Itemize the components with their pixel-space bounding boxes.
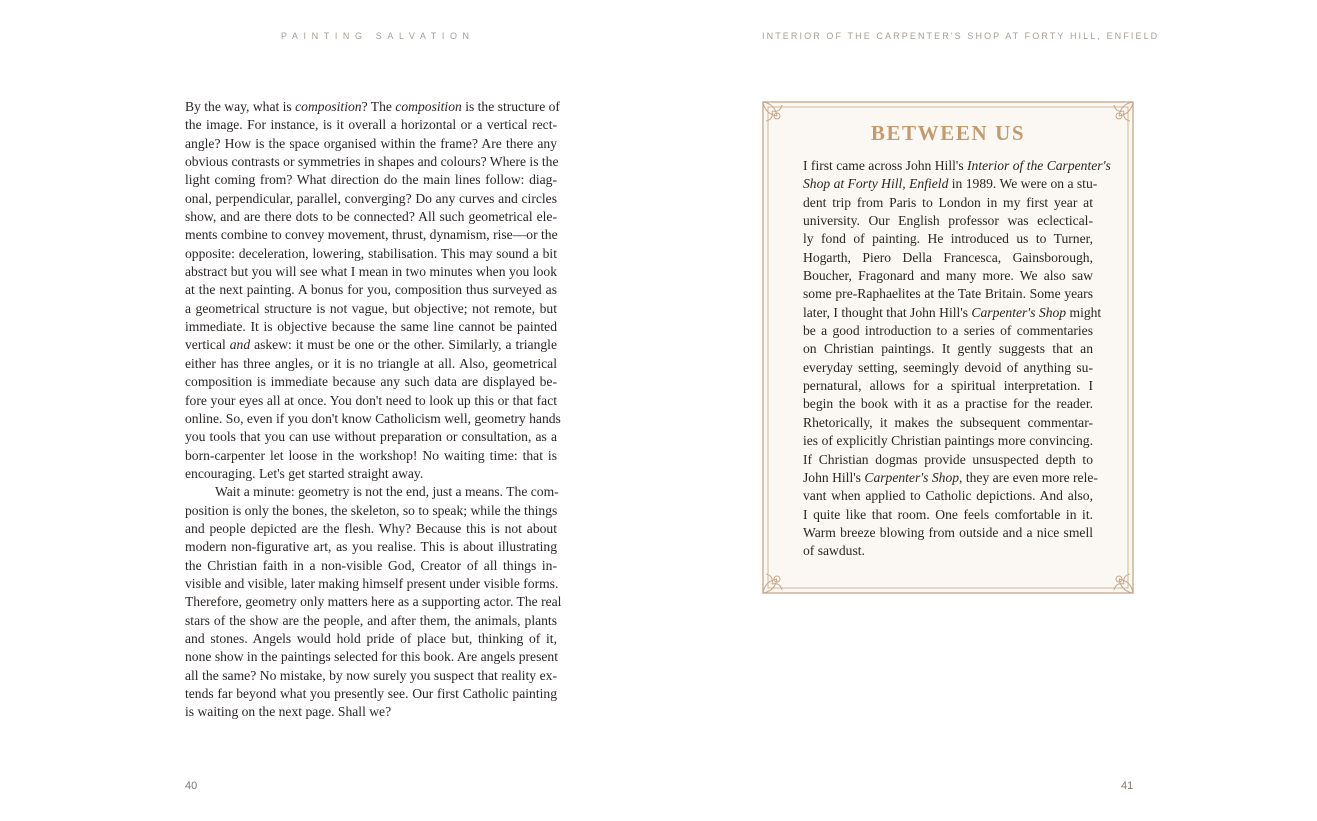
text-line [185, 300, 557, 318]
italic-run: Carpenter's Shop [864, 469, 960, 485]
text-line [803, 432, 1093, 450]
text-line [185, 612, 557, 630]
text-run: abstract but you will see what I mean in two minutes when you look [185, 264, 557, 280]
text-run: I quite like that room. One feels comfortable in it. [803, 506, 1093, 522]
text-line [185, 116, 557, 134]
text-run: ies of explicitly Christian paintings more convincing. [803, 433, 1093, 449]
text-run: obvious contrasts or symmetries in shapes and colours? Where is the [185, 154, 559, 170]
text-line [803, 377, 1093, 395]
text-line [185, 520, 557, 538]
box-title: BETWEEN US [870, 121, 1026, 145]
text-line [803, 230, 1093, 248]
running-head-left: PAINTING SALVATION [281, 31, 475, 41]
text-line [803, 414, 1093, 432]
text-line [803, 469, 1098, 487]
corner-ornament-icon [763, 574, 782, 593]
text-line [185, 538, 557, 556]
text-run: I first came across John Hill's [803, 158, 968, 173]
text-line [185, 171, 557, 189]
text-run: show, and are there dots to be connected? All such geometrical ele- [185, 209, 557, 225]
text-line [185, 502, 557, 520]
text-line [803, 175, 1098, 193]
text-run: Rhetorically, it makes the subsequent commentar- [803, 414, 1093, 430]
text-run: ly fond of painting. He introduced us to Turner, [803, 231, 1093, 247]
text-run: in 1989. We were on a stu- [948, 176, 1098, 192]
text-run: vant when applied to Catholic depictions. And also, [803, 488, 1093, 504]
text-run: Wait a minute: geometry is not the end, just a means. The com- [215, 484, 559, 500]
text-run: Boucher, Fragonard and many more. We also saw [803, 268, 1093, 284]
text-run: visible and visible, later making himself present under visible forms. [185, 575, 559, 591]
text-line [185, 336, 557, 354]
text-line [803, 524, 1093, 542]
text-run: begin the book with it as a practise for the reader. [803, 396, 1093, 412]
text-line [185, 135, 557, 153]
text-line [803, 322, 1093, 340]
text-run: John Hill's [803, 469, 865, 485]
text-run: on Christian paintings. It gently suggests that an [803, 341, 1093, 357]
text-line [803, 212, 1093, 230]
text-run: some pre-Raphaelites at the Tate Britain. Some years [803, 286, 1093, 302]
text-line [803, 285, 1093, 303]
text-run: everyday setting, seemingly devoid of anything su- [803, 359, 1093, 375]
text-run: at the next painting. A bonus for you, composition thus surveyed as [185, 282, 557, 298]
text-run: , they are even more rele- [959, 469, 1098, 485]
text-run: pernatural, allows for a spiritual interpretation. I [803, 378, 1093, 394]
text-line [185, 703, 557, 721]
text-run: modern non-figurative art, as you realise. This is about illustrating [185, 539, 557, 555]
text-line [803, 157, 1111, 175]
text-line [185, 153, 557, 171]
text-run: composition is immediate because any such data are displayed be- [185, 374, 557, 390]
between-us-box [762, 101, 1134, 594]
text-line [185, 318, 557, 336]
text-run: is the structure of [461, 99, 560, 114]
text-line [803, 304, 1102, 322]
text-line [185, 575, 557, 593]
text-line [803, 340, 1093, 358]
box-body [803, 157, 1111, 561]
left-page-body [185, 98, 562, 722]
text-run: and people depicted are the flesh. Why? Because this is not about [185, 520, 557, 536]
text-line [185, 226, 557, 244]
italic-run: Interior of the Carpenter's [967, 158, 1111, 173]
text-run: angle? How is the space organised within the frame? Are there any [185, 135, 557, 151]
text-run: online. So, even if you don't know Catholicism well, geometry hands [185, 410, 561, 426]
text-run: and stones. Angels would hold pride of place but, thinking of it, [185, 630, 557, 646]
text-run: is waiting on the next page. Shall we? [185, 704, 392, 720]
text-run: askew: it must be one or the other. Similarly, a triangle [250, 337, 557, 353]
text-run: opposite: deceleration, lowering, stabilisation. This may sound a bit [185, 245, 557, 261]
text-run: light coming from? What direction do the main lines follow: diag- [185, 172, 557, 188]
corner-ornament-icon [1114, 102, 1133, 121]
text-run: immediate. It is objective because the same line cannot be painted [185, 319, 557, 335]
text-line [185, 392, 557, 410]
text-run: the Christian faith in a non-visible God, Creator of all things in- [185, 557, 557, 573]
text-run: you tools that you can use without preparation or consultation, as a [185, 429, 557, 445]
text-run: encouraging. Let's get started straight away. [185, 465, 424, 481]
text-line [185, 373, 557, 391]
text-line [185, 483, 557, 501]
text-run: born-carpenter let loose in the workshop! No waiting time: that is [185, 447, 557, 463]
text-line [185, 685, 557, 703]
text-line [803, 194, 1093, 212]
italic-run: and [229, 337, 251, 353]
text-line [185, 190, 557, 208]
text-line [803, 542, 1093, 560]
text-line [185, 648, 557, 666]
text-run: be a good introduction to a series of commentaries [803, 323, 1093, 339]
corner-ornament-icon [1114, 574, 1133, 593]
text-line [803, 395, 1093, 413]
italic-run: composition [295, 99, 362, 114]
text-run: Hogarth, Piero Della Francesca, Gainsborough, [803, 249, 1093, 265]
italic-run: Shop at Forty Hill, Enfield [803, 176, 949, 192]
text-run: of sawdust. [803, 543, 865, 559]
text-run: onal, perpendicular, parallel, converging? Do any curves and circles [185, 190, 557, 206]
text-line [185, 208, 557, 226]
text-line [185, 557, 557, 575]
text-line [185, 355, 557, 373]
text-run: university. Our English professor was eclectical- [803, 213, 1093, 229]
text-line [185, 630, 557, 648]
text-line [803, 506, 1093, 524]
italic-run: composition [395, 99, 462, 114]
text-line [803, 249, 1093, 267]
text-run: a geometrical structure is not vague, but objective; not remote, but [185, 300, 557, 316]
italic-run: Carpenter's Shop [971, 304, 1067, 320]
text-line [803, 487, 1093, 505]
text-line [185, 98, 560, 116]
text-line [185, 263, 557, 281]
text-run: ments combine to convey movement, thrust, dynamism, rise—or the [185, 227, 558, 243]
text-run: all the same? No mistake, by now surely you suspect that reality ex- [185, 667, 557, 683]
text-run: position is only the bones, the skeleton, so to speak; while the things [185, 502, 558, 518]
text-line [185, 410, 561, 428]
text-run: vertical [185, 337, 230, 353]
text-line [803, 359, 1093, 377]
text-run: By the way, what is [185, 99, 296, 114]
text-run: If Christian dogmas provide unsuspected depth to [803, 451, 1093, 467]
text-line [185, 667, 557, 685]
text-run: dent trip from Paris to London in my first year at [803, 194, 1093, 210]
text-line [185, 465, 557, 483]
text-run: ? The [361, 99, 396, 114]
text-run: the image. For instance, is it overall a horizontal or a vertical rect- [185, 117, 557, 133]
text-line [803, 267, 1093, 285]
text-line [185, 245, 557, 263]
text-run: Warm breeze blowing from outside and a nice smell [803, 524, 1093, 540]
text-line [185, 593, 562, 611]
text-run: tends far beyond what you presently see. Our first Catholic painting [185, 686, 557, 701]
running-head-right: INTERIOR OF THE CARPENTER'S SHOP AT FORTY HILL, ENFIELD [762, 31, 1160, 41]
text-run: stars of the show are the people, and after them, the animals, plants [185, 612, 557, 628]
page-number-right: 41 [1121, 780, 1134, 792]
text-run: might [1066, 304, 1102, 320]
corner-ornament-icon [763, 102, 782, 121]
text-line [185, 428, 557, 446]
text-run: none show in the paintings selected for this book. Are angels present [185, 649, 558, 665]
text-line [185, 447, 557, 465]
text-run: either has three angles, or it is no triangle at all. Also, geometrical [185, 355, 557, 371]
text-run: later, I thought that John Hill's [803, 304, 972, 320]
page-number-left: 40 [185, 780, 198, 792]
text-line [803, 451, 1093, 469]
text-run: Therefore, geometry only matters here as a supporting actor. The real [185, 594, 562, 610]
text-line [185, 281, 557, 299]
text-run: fore your eyes all at once. You don't need to look up this or that fact [185, 392, 557, 408]
